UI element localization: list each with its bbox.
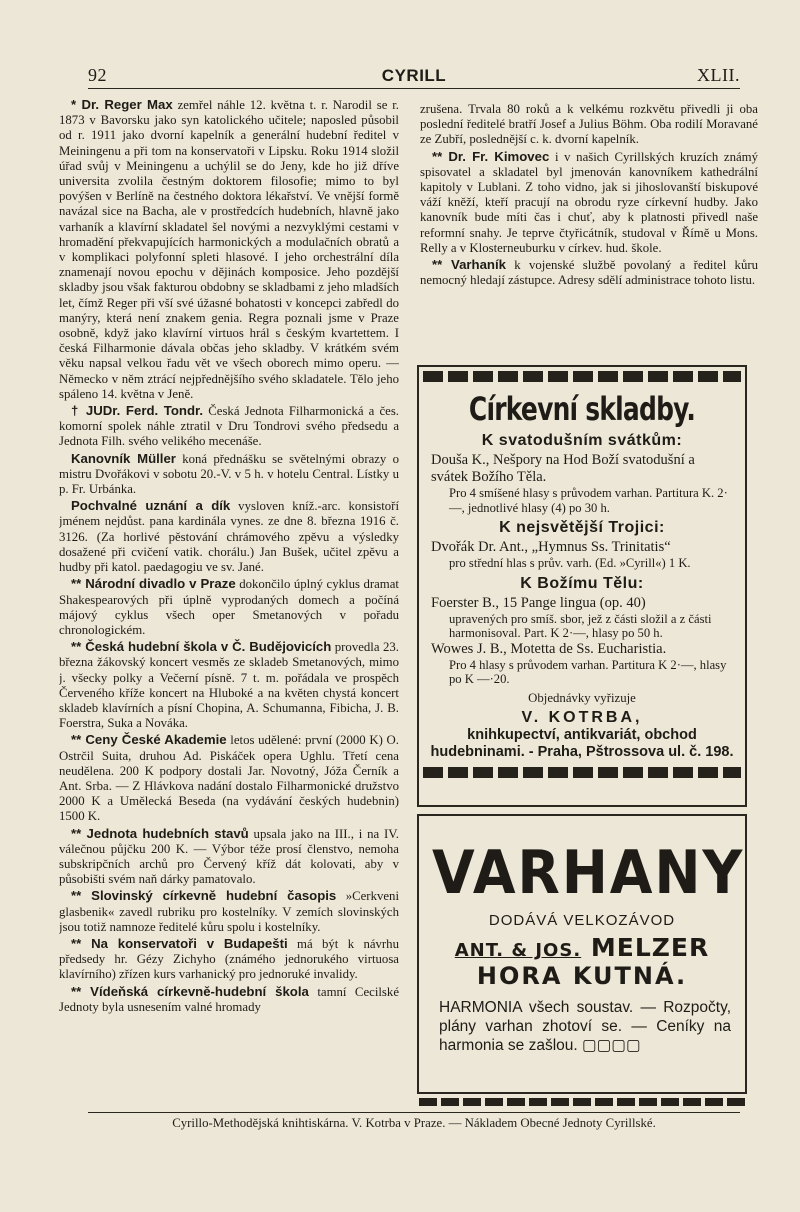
right-column bbox=[420, 102, 758, 289]
news-item-text: i v našich Cyrillských kruzích známý spisovatel a skladatel byl jmenován kanovníkem kathedrální kapitoly v Lublani. Z toho vidno, jak si jihoslovanští biskupové váží kněží, kteří pracují na obrodu ryze církevní hudby. Jako kanovník bude míti čas i chuť, aby k platnosti přivedl naše reformní snahy. Je teprve čtyřicátník, studoval v Římě u Mons. Relly a v Klosterneuburku v církev. hud. škole. bbox=[420, 149, 759, 255]
news-item-text: Česká Jednota Filharmonická a čes. komorní spolek náhle ztratil v Dru Tondrovi svého předsedu a Jednota Filh. svého velikého mecenáše. bbox=[59, 404, 399, 449]
firm-surname: MELZER bbox=[590, 933, 710, 962]
imprint-footer: Cyrillo-Methodějská knihtiskárna. V. Kotrba v Praze. — Nákladem Obecné Jednoty Cyrillské. bbox=[88, 1112, 740, 1131]
news-item bbox=[420, 257, 758, 288]
news-item-heading: ** Jednota hudebních stavů bbox=[71, 825, 249, 841]
ornament-band bbox=[423, 371, 741, 382]
news-item-text: »Cerkveni glasbenik« zavedl rubriku pro kostelníky. V zemích slovinských jsou totiž namnoze ředitelé kůru spolu i kostelníky. bbox=[59, 889, 399, 934]
firm-town: HORA KUTNÁ. bbox=[476, 962, 688, 990]
ad-entry-title: Foerster B., 15 Pange lingua (op. 40) bbox=[431, 594, 646, 611]
ad-title: Církevní skladby. bbox=[468, 390, 696, 428]
news-item bbox=[59, 451, 399, 498]
supplier-line: DODÁVÁ VELKOZÁVOD bbox=[488, 912, 676, 929]
news-item bbox=[420, 149, 758, 256]
news-item bbox=[59, 936, 399, 983]
news-item-text: koná přednášku se světelnými obrazy o mistru Dvořákovi v sobotu 20.-V. v 5 h. v hotelu Central. Lístky u p. Fr. Urbánka. bbox=[59, 451, 399, 497]
news-item bbox=[59, 984, 399, 1015]
news-item bbox=[59, 576, 399, 638]
news-item-text: vysloven kníž.-arc. konsistoří jménem nejdůst. pana kardinála vynes. ze dne 8. března 1916 č. 3126. (Za horlivé pěstování chrámového zpěvu a výsledky dosažené při cvičení vatik. chorálu.) Jan Bušek, učitel zpěvu a hudby při katol. paedagogiu ve sv. Jané. bbox=[59, 499, 399, 575]
journal-title: CYRILL bbox=[381, 66, 447, 85]
news-item-heading: ** Vídeňská církevně-hudební škola bbox=[71, 983, 309, 999]
running-header bbox=[88, 62, 740, 89]
ad-section-heading: K svatodušním svátkům: bbox=[481, 432, 683, 449]
news-item-heading: ** Národní divadlo v Praze bbox=[71, 576, 236, 592]
news-item bbox=[59, 498, 399, 575]
news-item-text: tamní Cecilské Jednoty byla usnesením valné hromady bbox=[59, 984, 399, 1014]
news-item bbox=[420, 102, 758, 148]
ad-entry-detail: pro střední hlas s prův. varh. (Ed. »Cyrill«) 1 K. bbox=[449, 556, 691, 570]
ad-entry-detail: Pro 4 hlasy s průvodem varhan. Partitura K 2·—, hlasy po K —·20. bbox=[449, 657, 727, 686]
news-item-text: zrušena. Trvala 80 roků a k velkému rozkvětu přivedli ji oba poslední ředitelé bratří Josef a Julius Böhm. Oba rodilí Moravané ze Zubří, poslednější c. k. dvorní kapelník. bbox=[420, 102, 758, 147]
news-item-text: má být k návrhu předsedy hr. Gézy Zichyho (známého jednorukého virtuosa klavírního) zřízen kurs varhanický pro jednoruké invalidy. bbox=[59, 936, 399, 982]
ad-section-heading: K Božímu Tělu: bbox=[520, 574, 644, 592]
ad-entry-title: Wowes J. B., Motetta de Ss. Eucharistia. bbox=[431, 640, 667, 657]
news-item bbox=[59, 639, 399, 731]
news-item-heading: ** Slovinský církevně hudební časopis bbox=[71, 888, 337, 904]
organ-advertisement bbox=[417, 814, 747, 1094]
news-item-heading: ** Ceny České Akademie bbox=[71, 732, 227, 748]
news-item bbox=[59, 403, 399, 450]
news-item bbox=[59, 732, 399, 824]
news-item-heading: * Dr. Reger Max bbox=[71, 97, 173, 112]
volume-number: XLII. bbox=[697, 65, 740, 85]
news-item-text: k vojenské službě povolaný a ředitel kůru nemocný hledají zástupce. Adresy sdělí administrace tohoto listu. bbox=[420, 258, 758, 288]
news-item-heading: † JUDr. Ferd. Tondr. bbox=[71, 403, 204, 419]
news-item-text: letos udělené: první (2000 K) O. Ostrčil Suita, druhou Ad. Piskáček opera Ughlu. Třetí cena neudělena. 200 K podpory dostali Jar. Novotný, Jóža Černík a Ant. Srba. — Z Hlávkova nadání dostalo Filharmonické družstvo 2000 K a Umělecká Beseda (na vydávání českých hudebnin) 1500 K. bbox=[59, 733, 399, 824]
news-item-text: upsala jako na III., i na IV. válečnou půjčku 200 K. — Výbor téže prosí členstvo, nemoha subskripčních archů pro Červený kříž dát kolovati, aby v působišti svém naň dárky pamatovalo. bbox=[59, 826, 399, 887]
news-item-text: provedla 23. března žákovský koncert vesměs ze skladeb Smetanových, mimo j. všecky polky a Večerní písně. 7 t. m. pořádala ve prospěch Červeného kříže koncert na Hluboké a na květen chystá koncert skladeb klavírních a písní Chopina, A. Schumanna, Fibicha, J. B. Foerstra, Suka a Nováka. bbox=[59, 640, 399, 731]
ad-entry-title: Dvořák Dr. Ant., „Hymnus Ss. Trinitatis“ bbox=[431, 539, 671, 555]
ornament-band bbox=[419, 1098, 745, 1106]
ornament-band bbox=[423, 767, 741, 778]
harmonium-note: HARMONIA všech soustav. — Rozpočty, plány varhan zhotoví se. — Ceníky na harmonia se zašlou. ▢▢▢▢ bbox=[439, 999, 731, 1054]
shop-address: knihkupectví, antikvariát, obchod hudebninami. - Praha, Pštrossova ul. č. 198. bbox=[430, 726, 734, 760]
news-item bbox=[59, 888, 399, 935]
ad-entry-detail: upravených pro smíš. sbor, jež z části složil a z části harmonisoval. Part. K 2·—, hlasy po 50 h. bbox=[449, 611, 712, 640]
news-item-text: dokončilo úplný cyklus dramat Shakespearových při úplně vyprodaných domech a počíná májový cyklus všech oper Smetanových v pořadu chronologickém. bbox=[59, 577, 399, 637]
news-item bbox=[59, 826, 399, 888]
publisher-name: V. KOTRBA, bbox=[521, 708, 643, 726]
news-item bbox=[59, 97, 399, 402]
sheet-music-advertisement bbox=[417, 365, 747, 807]
organ-ad-title: VARHANY bbox=[432, 838, 745, 908]
news-item-heading: ** Na konservatoři v Budapešti bbox=[71, 935, 288, 951]
news-item-heading: ** Česká hudební škola v Č. Budějovicích bbox=[71, 639, 332, 655]
left-column bbox=[59, 97, 399, 1117]
ad-entry-title: Douša K., Nešpory na Hod Boží svatodušní a svátek Božího Těla. bbox=[431, 452, 695, 485]
page-number: 92 bbox=[88, 65, 107, 85]
ad-section-heading: K nejsvětější Trojici: bbox=[499, 519, 665, 536]
ad-entry-detail: Pro 4 smíšené hlasy s průvodem varhan. Partitura K. 2·—, jednotlivé hlasy (4) po 30 h. bbox=[449, 486, 728, 515]
news-item-heading: Pochvalné uznání a dík bbox=[71, 498, 231, 514]
orders-note: Objednávky vyřizuje bbox=[528, 690, 636, 705]
news-item-heading: Kanovník Müller bbox=[71, 450, 176, 466]
news-item-text: zemřel náhle 12. května t. r. Narodil se r. 1873 v Bavorsku jako syn katolického učitele; naposled působil od r. 1911 jako dvorní kapelník a generální hudební ředitel v Meiningenu a při tom na konservatoři v Lipsku. Roku 1914 složil úřad svůj v Meiningenu a uchýlil se do Jeny, kde ho již dříve universita zvolila čestným doktorem filosofie; mimo to byl povýšen v Berlíně na čestného doktora lékařství. Ve vnější formě navázal sice na Bacha, ale v prostředcích hudebních, hlavně jako varhaník a klavírní skladatel šel novými a nezvyklými cestami v hromadění překvapujících harmonických a modulačních obratů a v komplikaci polyfonní spleti hlasové. I jeho orchestrální díla znamenají novou epochu v dějinách komposice. Jeho pozdější skladby jsou však fakturou obdobny se skladbami z jeho mladších let, čímž Reger při vší své úžasné bohatosti v koncepci zabředl do manýry, která není znakem genia. Regra poznali jsme v Praze osobně, když jako klavírní virtuos hrál s českým kvartettem. I česká Filharmonie dávala občas jeho skladby. V krátkém svém věku napsal velkou řadu vět ve všech oborech mimo operu. — Německo v něm ztrácí nejpřednějšího svého skladatele. Tělo jeho spáleno 14. května v Jeně. bbox=[59, 98, 399, 401]
firm-prefix: ANT. & JOS. bbox=[454, 940, 582, 961]
news-item-heading: ** Varhaník bbox=[432, 257, 506, 273]
firm-name bbox=[419, 933, 745, 962]
news-item-heading: ** Dr. Fr. Kimovec bbox=[432, 148, 550, 164]
